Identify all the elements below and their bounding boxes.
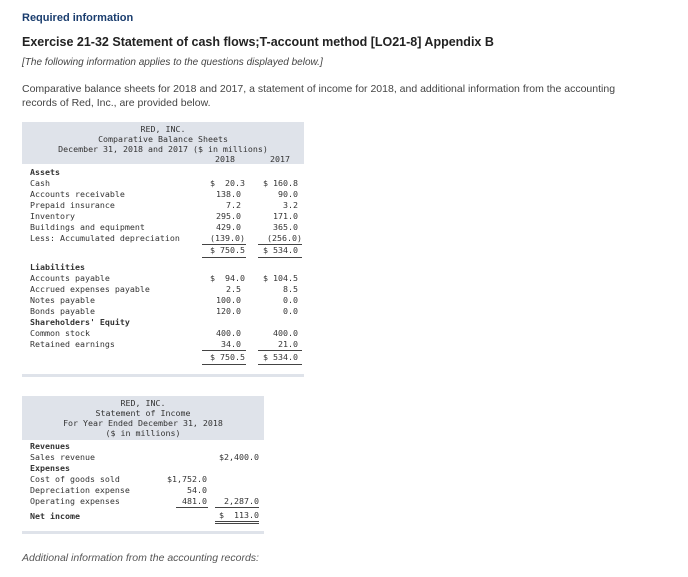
double-underline xyxy=(202,364,246,365)
equity-2017: 400.0 xyxy=(273,328,298,338)
asset-label: Accounts receivable xyxy=(30,189,125,199)
balance-sheet-title: Comparative Balance Sheets xyxy=(98,134,228,144)
asset-2018: 7.2 xyxy=(226,200,241,210)
instruction-note: [The following information applies to the questions displayed below.] xyxy=(22,57,323,68)
expense-label: Cost of goods sold xyxy=(30,474,120,484)
asset-2017: 365.0 xyxy=(273,222,298,232)
expense-label: Depreciation expense xyxy=(30,485,130,495)
liability-2018: 100.0 xyxy=(216,295,241,305)
net-income-value: $ 113.0 xyxy=(219,510,259,520)
column-header-2018: 2018 xyxy=(215,154,235,164)
underline xyxy=(215,507,259,508)
asset-2018: (139.0) xyxy=(210,233,245,243)
le-total-2017: $ 534.0 xyxy=(263,352,298,362)
required-information-label: Required information xyxy=(22,12,134,24)
asset-label: Buildings and equipment xyxy=(30,222,145,232)
asset-2017: 3.2 xyxy=(283,200,298,210)
asset-label: Prepaid insurance xyxy=(30,200,115,210)
equity-label: Common stock xyxy=(30,328,90,338)
expense-value: 54.0 xyxy=(187,485,207,495)
net-income-label: Net income xyxy=(30,511,80,521)
double-underline xyxy=(258,364,302,365)
le-total-2018: $ 750.5 xyxy=(210,352,245,362)
table-bottom-bar xyxy=(22,374,304,377)
asset-label: Inventory xyxy=(30,211,75,221)
income-statement-company: RED, INC. xyxy=(120,398,166,408)
double-underline xyxy=(215,523,259,524)
equity-2018: 34.0 xyxy=(221,339,241,349)
equity-heading: Shareholders' Equity xyxy=(30,317,130,327)
asset-2017: $ 160.8 xyxy=(263,178,298,188)
asset-2018: 138.0 xyxy=(216,189,241,199)
table-bottom-bar xyxy=(22,531,264,534)
liability-2017: $ 104.5 xyxy=(263,273,298,283)
expenses-total: 2,287.0 xyxy=(224,496,259,506)
asset-2018: 429.0 xyxy=(216,222,241,232)
liability-2018: 2.5 xyxy=(226,284,241,294)
intro-paragraph: Comparative balance sheets for 2018 and 2017, a statement of income for 2018, and additional information from the accounting records of Red, Inc., are provided below. xyxy=(22,83,616,109)
assets-total-2017: $ 534.0 xyxy=(263,245,298,255)
equity-label: Retained earnings xyxy=(30,339,115,349)
liability-2018: $ 94.0 xyxy=(210,273,245,283)
equity-2018: 400.0 xyxy=(216,328,241,338)
expense-value: $1,752.0 xyxy=(167,474,207,484)
underline xyxy=(258,350,302,351)
liability-2017: 0.0 xyxy=(283,306,298,316)
income-statement-period: For Year Ended December 31, 2018 xyxy=(63,418,223,428)
liability-2018: 120.0 xyxy=(216,306,241,316)
assets-heading: Assets xyxy=(30,167,60,177)
income-statement-title: Statement of Income xyxy=(95,408,191,418)
liability-label: Accrued expenses payable xyxy=(30,284,150,294)
asset-label: Less: Accumulated depreciation xyxy=(30,233,180,243)
expenses-heading: Expenses xyxy=(30,463,70,473)
revenues-heading: Revenues xyxy=(30,441,70,451)
liabilities-heading: Liabilities xyxy=(30,262,85,272)
underline xyxy=(202,350,246,351)
asset-2017: (256.0) xyxy=(267,233,302,243)
additional-info-label: Additional information from the accounting records: xyxy=(22,552,259,564)
asset-2017: 90.0 xyxy=(278,189,298,199)
balance-sheet-company: RED, INC. xyxy=(140,124,186,134)
equity-2017: 21.0 xyxy=(278,339,298,349)
liability-2017: 0.0 xyxy=(283,295,298,305)
exercise-title: Exercise 21-32 Statement of cash flows;T-account method [LO21-8] Appendix B xyxy=(22,35,494,49)
asset-2018: $ 20.3 xyxy=(210,178,245,188)
liability-label: Bonds payable xyxy=(30,306,95,316)
balance-sheet-date: December 31, 2018 and 2017 ($ in millions) xyxy=(58,144,268,154)
liability-label: Notes payable xyxy=(30,295,95,305)
income-statement-units: ($ in millions) xyxy=(105,428,181,438)
sales-revenue-label: Sales revenue xyxy=(30,452,95,462)
column-header-2017: 2017 xyxy=(270,154,290,164)
double-underline xyxy=(215,521,259,522)
asset-2018: 295.0 xyxy=(216,211,241,221)
expense-label: Operating expenses xyxy=(30,496,120,506)
double-underline xyxy=(202,257,246,258)
sales-revenue-value: $2,400.0 xyxy=(219,452,259,462)
assets-total-2018: $ 750.5 xyxy=(210,245,245,255)
liability-2017: 8.5 xyxy=(283,284,298,294)
expense-value: 481.0 xyxy=(182,496,207,506)
asset-label: Cash xyxy=(30,178,50,188)
asset-2017: 171.0 xyxy=(273,211,298,221)
double-underline xyxy=(258,257,302,258)
liability-label: Accounts payable xyxy=(30,273,110,283)
underline xyxy=(176,507,208,508)
